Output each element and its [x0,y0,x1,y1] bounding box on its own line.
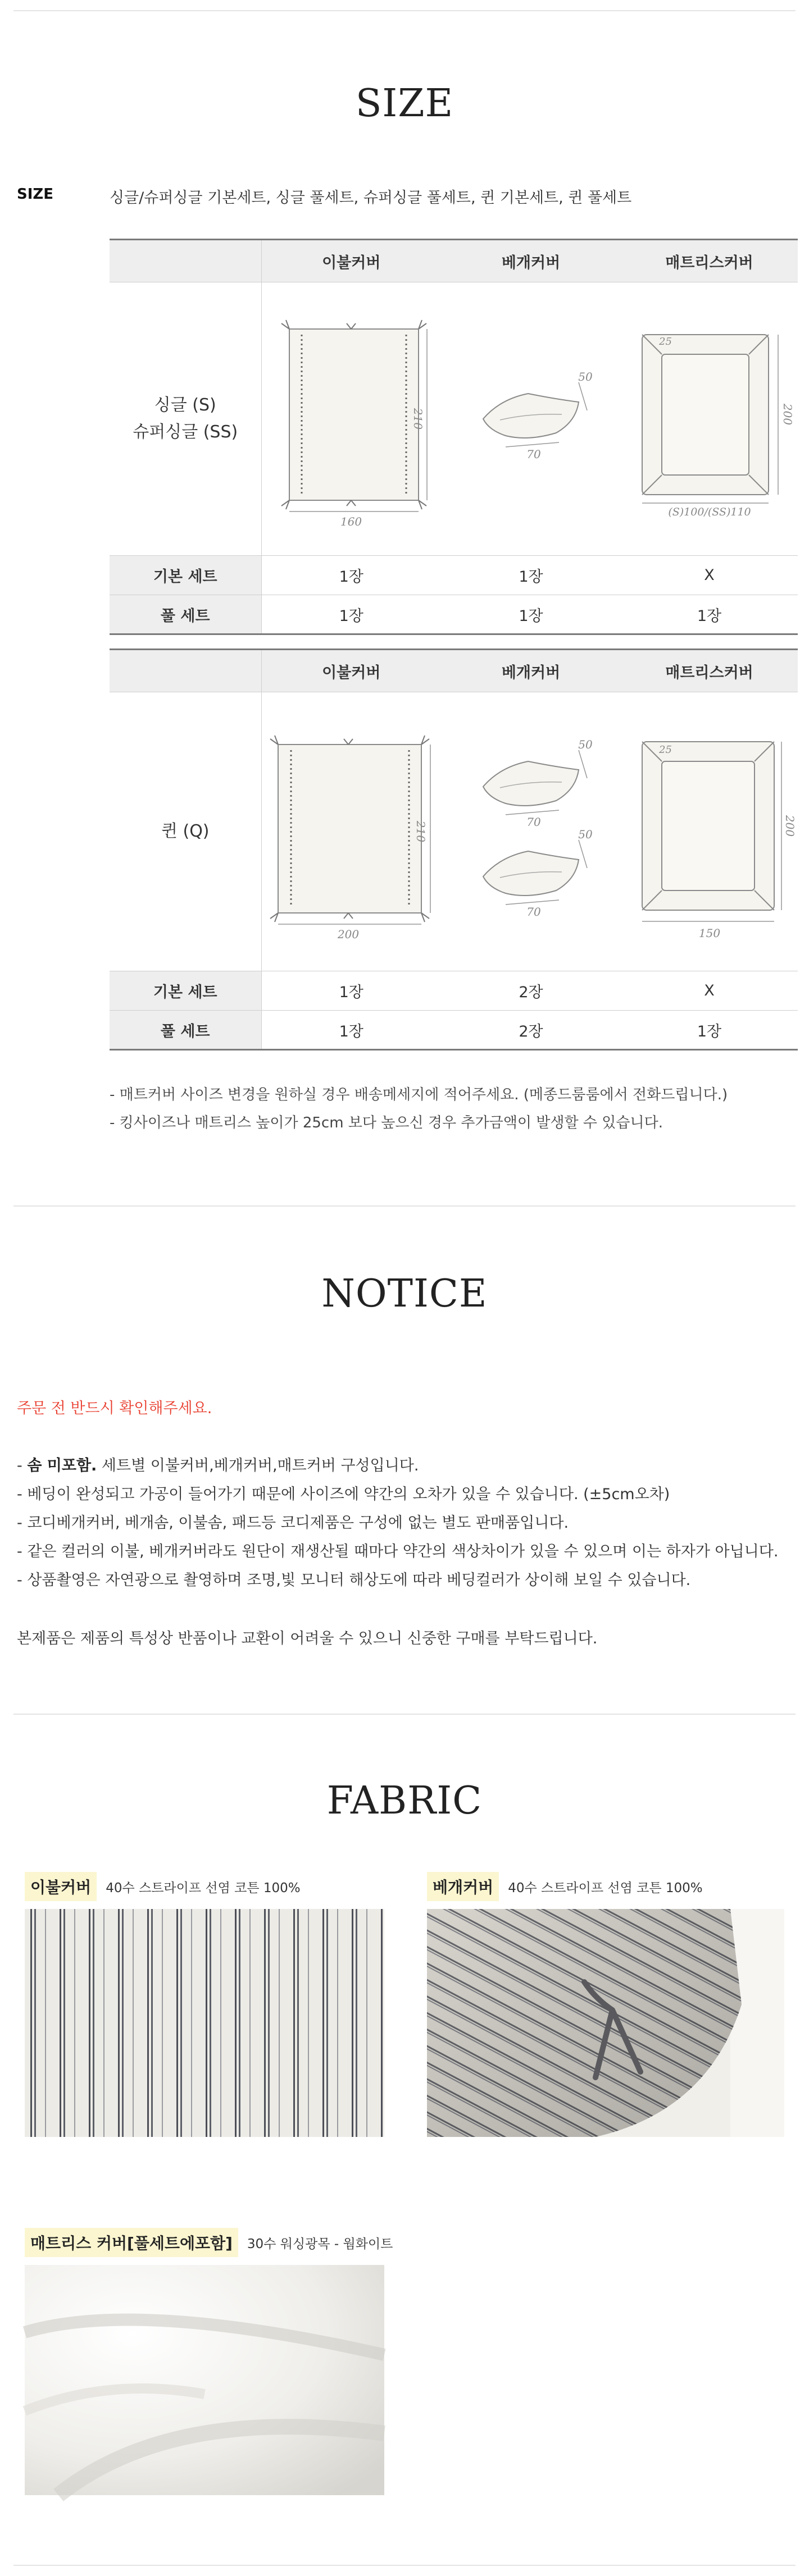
fabric-title: FABRIC [326,1779,483,1823]
size-label-line2: 슈퍼싱글 (SS) [133,422,238,442]
fabric-label-duvet [25,1872,301,1901]
mattress-depth-label: 25 [658,336,672,348]
col-header-mattress: 매트리스커버 [621,650,798,692]
fabric-photo-duvet [25,1909,384,2137]
notice-item: - 솜 미포함. 세트별 이불커버,베개커버,매트커버 구성입니다. [17,1457,419,1474]
duvet-diagram [264,719,438,944]
divider [13,10,796,11]
notice-item: - 베딩이 완성되고 가공이 들어가기 때문에 사이즈에 약간의 오차가 있을 수 있습니다. (±5cm오차) [17,1486,670,1503]
duvet-diagram-cell [261,282,441,556]
pillow-width-label: 70 [526,447,541,461]
notice-list [17,1451,778,1595]
mattress-height-label: 200 [783,815,797,837]
pillow-height-label: 50 [578,370,593,383]
mattress-depth-label: 25 [658,744,672,756]
fabric-name: 이불커버 [25,1872,97,1901]
cell-value: 1장 [441,556,621,595]
size-label-single [110,282,261,556]
col-header-mattress: 매트리스커버 [621,240,798,282]
row-label-full: 풀 세트 [110,595,261,634]
size-title: SIZE [355,81,454,126]
row-label-full: 풀 세트 [110,1011,261,1050]
cell-value: X [621,556,798,595]
pillow-diagram [466,368,596,469]
size-note: - 킹사이즈나 매트리스 높이가 25cm 보다 높으신 경우 추가금액이 발생할 수 있습니다. [110,1115,663,1131]
pillow-height-label: 50 [578,738,593,751]
table-corner [110,240,261,282]
fabric-photo-pillow [427,1909,784,2137]
notice-item: - 같은 컬러의 이불, 베개커버라도 원단이 재생산될 때마다 약간의 색상차이가 있을 수 있으며 이는 하자가 아닙니다. [17,1543,779,1560]
mattress-width-label: 150 [698,926,720,940]
notice-item: - 상품촬영은 자연광으로 촬영하며 조명,빛 모니터 해상도에 따라 베딩컬러가 상이해 보일 수 있습니다. [17,1572,691,1589]
cell-value: 1장 [441,595,621,634]
fabric-desc: 30수 워싱광목 - 웜화이트 [247,2236,393,2251]
fabric-desc: 40수 스트라이프 선염 코튼 100% [508,1880,703,1896]
cell-value: 2장 [441,1011,621,1050]
duvet-width-label: 200 [338,928,360,941]
size-label-queen [110,692,261,971]
fabric-name: 매트리스 커버[풀세트에포함] [25,2228,238,2257]
cell-value: 1장 [621,595,798,634]
col-header-pillow: 베개커버 [441,650,621,692]
cell-value: X [621,971,798,1011]
fabric-desc: 40수 스트라이프 선염 코튼 100% [106,1880,301,1896]
mattress-diagram-cell [621,692,798,971]
pillow2-height-label: 50 [578,828,593,841]
cell-value: 2장 [441,971,621,1011]
cell-value: 1장 [261,1011,441,1050]
size-note: - 매트커버 사이즈 변경을 원하실 경우 배송메세지에 적어주세요. (메종드룸룸에서 전화드립니다.) [110,1086,728,1103]
pillow-width-label: 70 [526,815,541,829]
cell-value: 1장 [261,595,441,634]
size-key-label: SIZE [17,186,54,203]
fabric-label-mattress [25,2228,393,2257]
col-header-duvet: 이불커버 [261,240,441,282]
notice-title: NOTICE [321,1272,488,1316]
col-header-duvet: 이불커버 [261,650,441,692]
mattress-diagram [631,318,794,520]
mattress-height-label: 200 [780,403,794,426]
size-label-line1: 퀸 (Q) [161,821,210,841]
size-label-line1: 싱글 (S) [154,395,216,415]
notice-closing: 본제품은 제품의 특성상 반품이나 교환이 어려울 수 있으니 신중한 구매를 부탁드립니다. [17,1630,598,1647]
row-label-basic: 기본 세트 [110,971,261,1011]
duvet-diagram [267,307,435,531]
pillow-diagram [466,736,596,927]
duvet-height-label: 210 [411,408,425,430]
size-options-list: 싱글/슈퍼싱글 기본세트, 싱글 풀세트, 슈퍼싱글 풀세트, 퀸 기본세트, 퀸 풀세트 [110,189,632,207]
mattress-width-label: (S)100/(SS)110 [667,506,751,518]
size-table-queen [110,648,798,1051]
pillow-diagram-cell [441,692,621,971]
duvet-diagram-cell [261,692,441,971]
fabric-name: 베개커버 [427,1872,499,1901]
notice-warning: 주문 전 반드시 확인해주세요. [17,1400,212,1417]
row-label-basic: 기본 세트 [110,556,261,595]
table-corner [110,650,261,692]
fabric-label-pillow [427,1872,703,1901]
pillow-diagram-cell [441,282,621,556]
divider [13,1205,796,1207]
cell-value: 1장 [621,1011,798,1050]
notice-item: - 코디베개커버, 베개솜, 이불솜, 패드등 코디제품은 구성에 없는 별도 판매품입니다. [17,1514,569,1532]
duvet-width-label: 160 [340,515,362,528]
duvet-height-label: 210 [414,820,428,843]
divider [13,2565,796,2566]
mattress-diagram-cell [621,282,798,556]
size-table-single [110,239,798,635]
cell-value: 1장 [261,971,441,1011]
divider [13,1714,796,1715]
fabric-photo-mattress [25,2265,384,2495]
notice-item-bold: 솜 미포함. [27,1457,97,1474]
pillow2-width-label: 70 [526,905,541,919]
size-notes [110,1081,728,1137]
mattress-diagram [631,719,797,944]
col-header-pillow: 베개커버 [441,240,621,282]
cell-value: 1장 [261,556,441,595]
